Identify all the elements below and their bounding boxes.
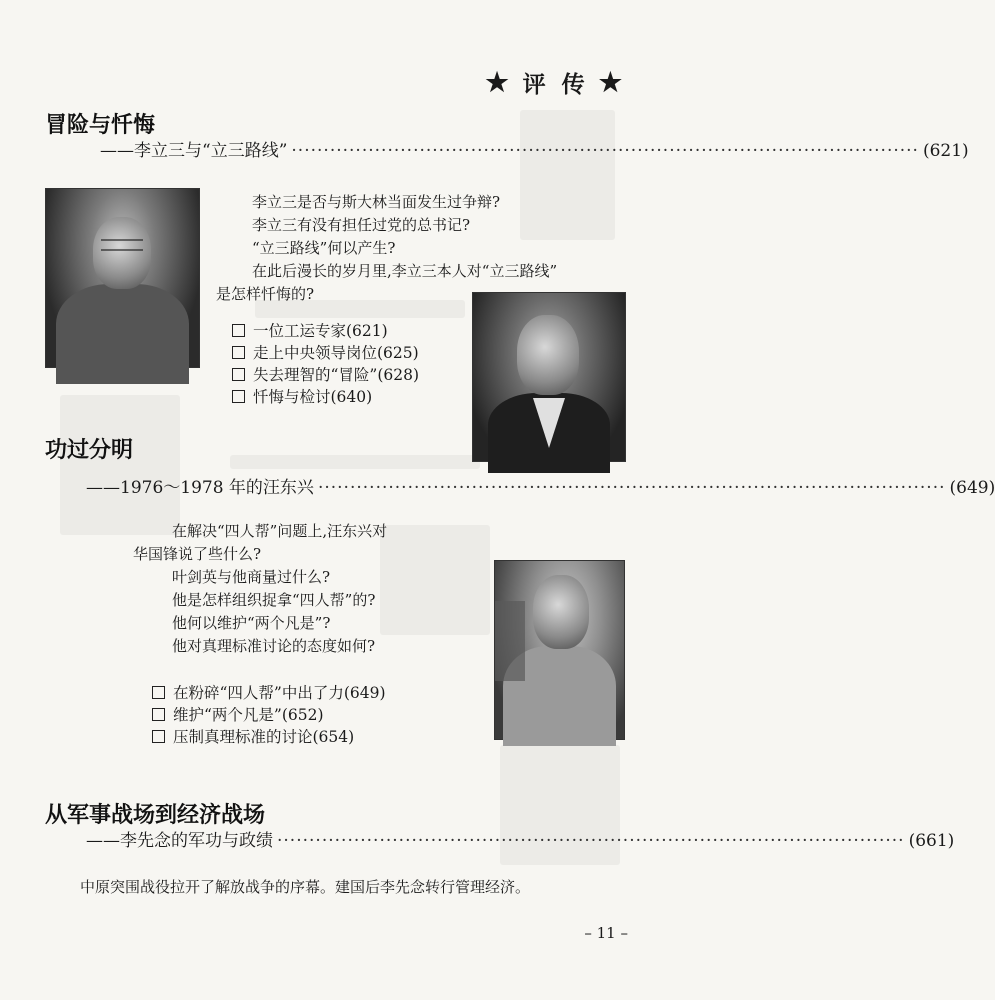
question-line: “立三路线”何以产生? [252,239,396,257]
page-reference: (661) [908,831,955,851]
checkbox-icon [152,708,165,721]
chapter-item: 失去理智的“冒险”(628) [232,364,419,386]
question-line: 华国锋说了些什么? [133,545,262,563]
chapter-item: 维护“两个凡是”(652) [152,704,324,726]
checkbox-icon [152,686,165,699]
question-line: 在此后漫长的岁月里,李立三本人对“立三路线” [252,262,558,280]
portrait-photo [494,560,625,740]
article-subtitle: ——1976～1978 年的汪东兴 [86,478,314,498]
leader-dots: ·································································································· [277,831,905,851]
page-reference: (649) [949,478,995,498]
article-subtitle-row [86,473,995,498]
portrait-photo [472,292,626,462]
chapter-item: 走上中央领导岗位(625) [232,342,419,364]
page-number: – 11 – [584,924,628,942]
question-line: 他是怎样组织捉拿“四人帮”的? [172,591,376,609]
bleed-through-text [380,525,490,635]
bleed-through-image [60,395,180,535]
checkbox-icon [232,346,245,359]
bleed-through-text [230,455,480,469]
checkbox-icon [232,390,245,403]
leader-dots: ·································································································· [291,141,919,161]
article-summary: 中原突围战役拉开了解放战争的序幕。建国后李先念转行管理经济。 [80,878,531,896]
question-line: 李立三有没有担任过党的总书记? [252,216,471,234]
question-line: 他何以维护“两个凡是”? [172,614,331,632]
star-icon: ★ [598,67,626,98]
article-subtitle: ——李先念的军功与政绩 [86,831,273,851]
article-subtitle: ——李立三与“立三路线” [100,141,288,161]
question-line: 叶剑英与他商量过什么? [172,568,331,586]
article-title: 从军事战场到经济战场 [45,803,266,828]
bleed-through-image [520,110,615,240]
chapter-item: 在粉碎“四人帮”中出了力(649) [152,682,386,704]
checkbox-icon [152,730,165,743]
checkbox-icon [232,368,245,381]
article-subtitle-row [100,136,969,161]
article-title: 功过分明 [45,438,134,463]
question-line: 他对真理标准讨论的态度如何? [172,637,376,655]
chapter-item: 忏悔与检讨(640) [232,386,372,408]
article-title: 冒险与忏悔 [45,113,156,138]
star-icon: ★ [485,67,513,98]
question-line: 李立三是否与斯大林当面发生过争辩? [252,193,501,211]
page-reference: (621) [922,141,969,161]
portrait-photo [45,188,200,368]
leader-dots: ·································································································· [317,478,946,498]
chapter-item: 一位工运专家(621) [232,320,388,342]
question-line: 在解决“四人帮”问题上,汪东兴对 [172,522,388,540]
question-line: 是怎样忏悔的? [216,285,315,303]
article-subtitle-row [86,826,955,851]
section-header [485,66,626,99]
checkbox-icon [232,324,245,337]
chapter-item: 压制真理标准的讨论(654) [152,726,354,748]
header-title: 评 传 [522,71,589,98]
